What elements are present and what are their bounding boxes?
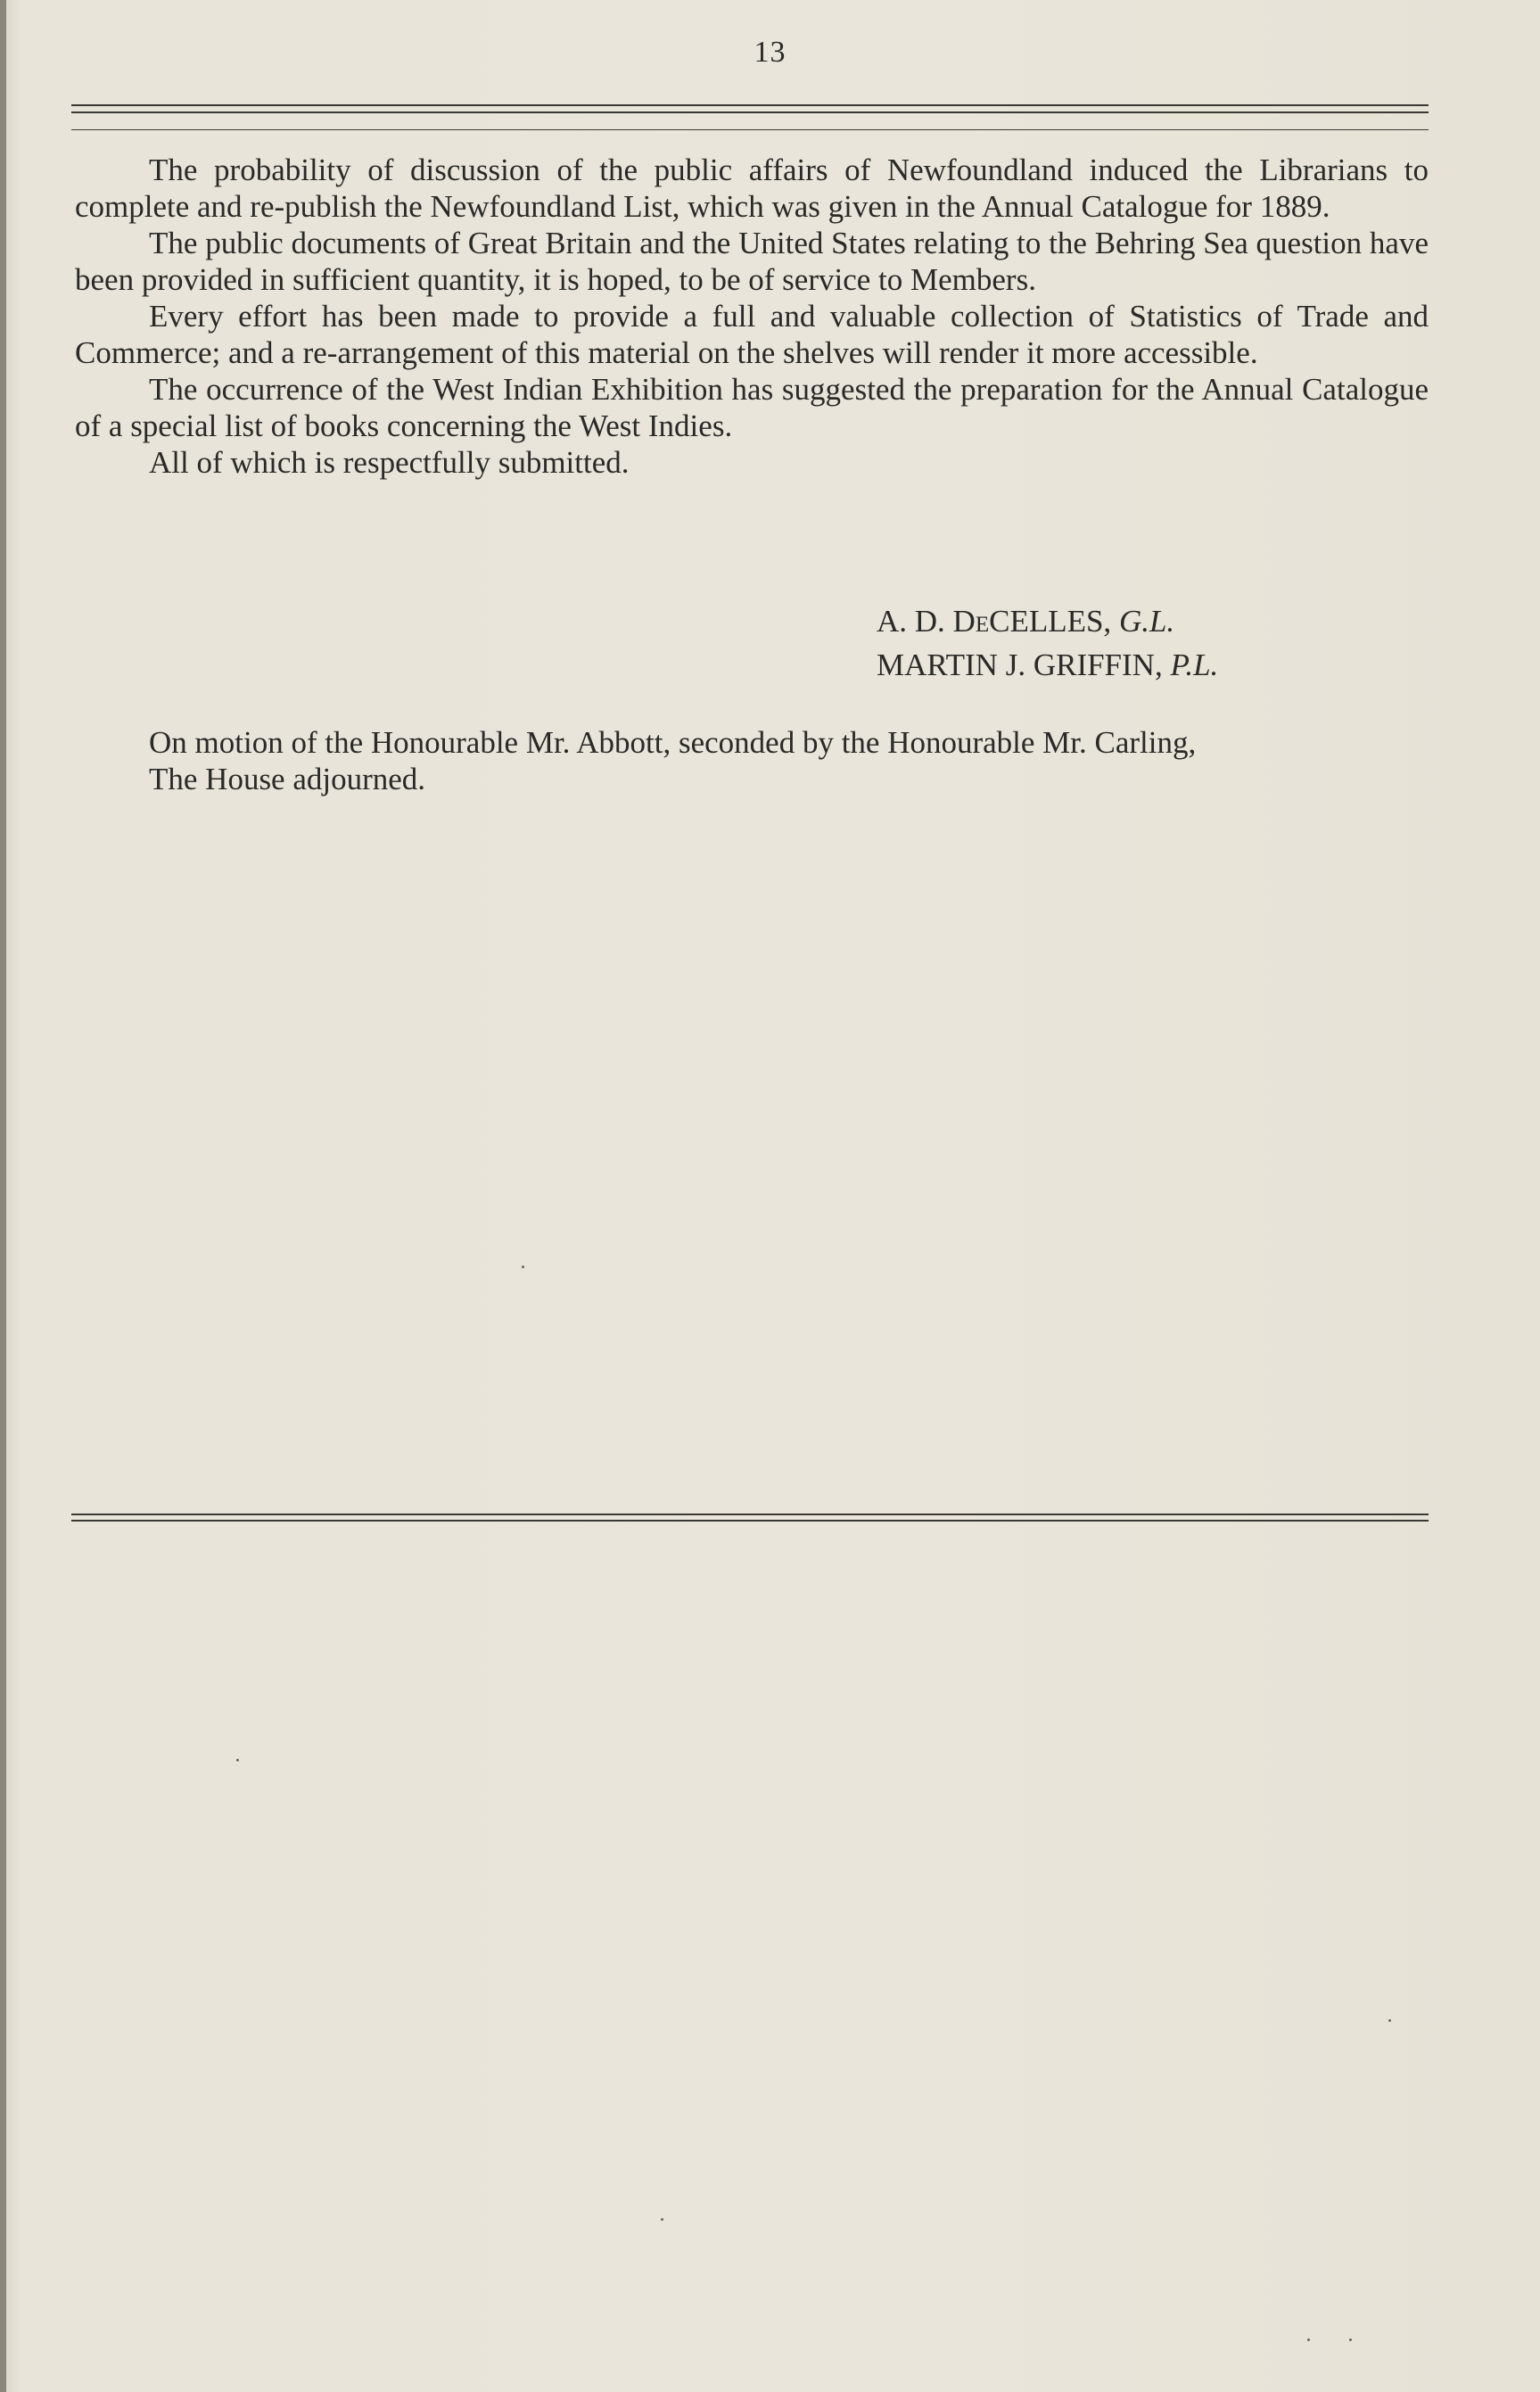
signature-griffin — [877, 643, 1218, 687]
page-number: 13 — [754, 36, 786, 69]
paragraph-newfoundland: The probability of discussion of the public affairs of Newfoundland induced the Librarians to complete and re-publish the Newfoundland List, which was given in the Annual Catalogue for 1889. — [75, 153, 1429, 224]
motion-block — [75, 724, 1429, 797]
paper-speck — [1307, 2338, 1310, 2341]
report-body — [75, 152, 1429, 481]
paragraph-west-indies: The occurrence of the West Indian Exhibition has suggested the preparation for the Annual Catalogue of a special list of books concerning the West Indies. — [75, 372, 1429, 443]
signature-name: A. D. D — [877, 604, 976, 639]
signature-name-rest: CELLES, — [989, 604, 1112, 639]
signature-block — [877, 599, 1218, 687]
signature-decelles — [877, 599, 1218, 643]
adjournment-text: The House adjourned. — [149, 762, 426, 796]
signature-role: P.L. — [1170, 647, 1219, 682]
paragraph-submitted: All of which is respectfully submitted. — [149, 445, 630, 480]
paragraph-statistics: Every effort has been made to provide a full and valuable collection of Statistics of Trade and Commerce; and a re-arrangement of this material on the shelves will render it more accessible. — [75, 299, 1429, 370]
header-rule-thin — [71, 129, 1429, 130]
paper-speck — [522, 1266, 524, 1268]
signature-name-smallcaps: e — [975, 604, 990, 639]
paper-speck — [661, 2218, 663, 2221]
page-binding-edge — [0, 0, 6, 2392]
header-rule — [71, 104, 1429, 113]
paper-speck — [1349, 2338, 1352, 2341]
footer-rule — [71, 1514, 1429, 1522]
paper-speck — [1388, 2019, 1391, 2022]
signature-name: MARTIN J. GRIFFIN, — [877, 647, 1163, 682]
signature-role: G.L. — [1118, 604, 1175, 639]
paragraph-behring-sea: The public documents of Great Britain and the United States relating to the Behring Sea question have been provided in sufficient quantity, it is hoped, to be of service to Members. — [75, 226, 1429, 297]
motion-text: On motion of the Honourable Mr. Abbott, seconded by the Honourable Mr. Carling, — [149, 725, 1197, 760]
paper-speck — [236, 1759, 239, 1761]
